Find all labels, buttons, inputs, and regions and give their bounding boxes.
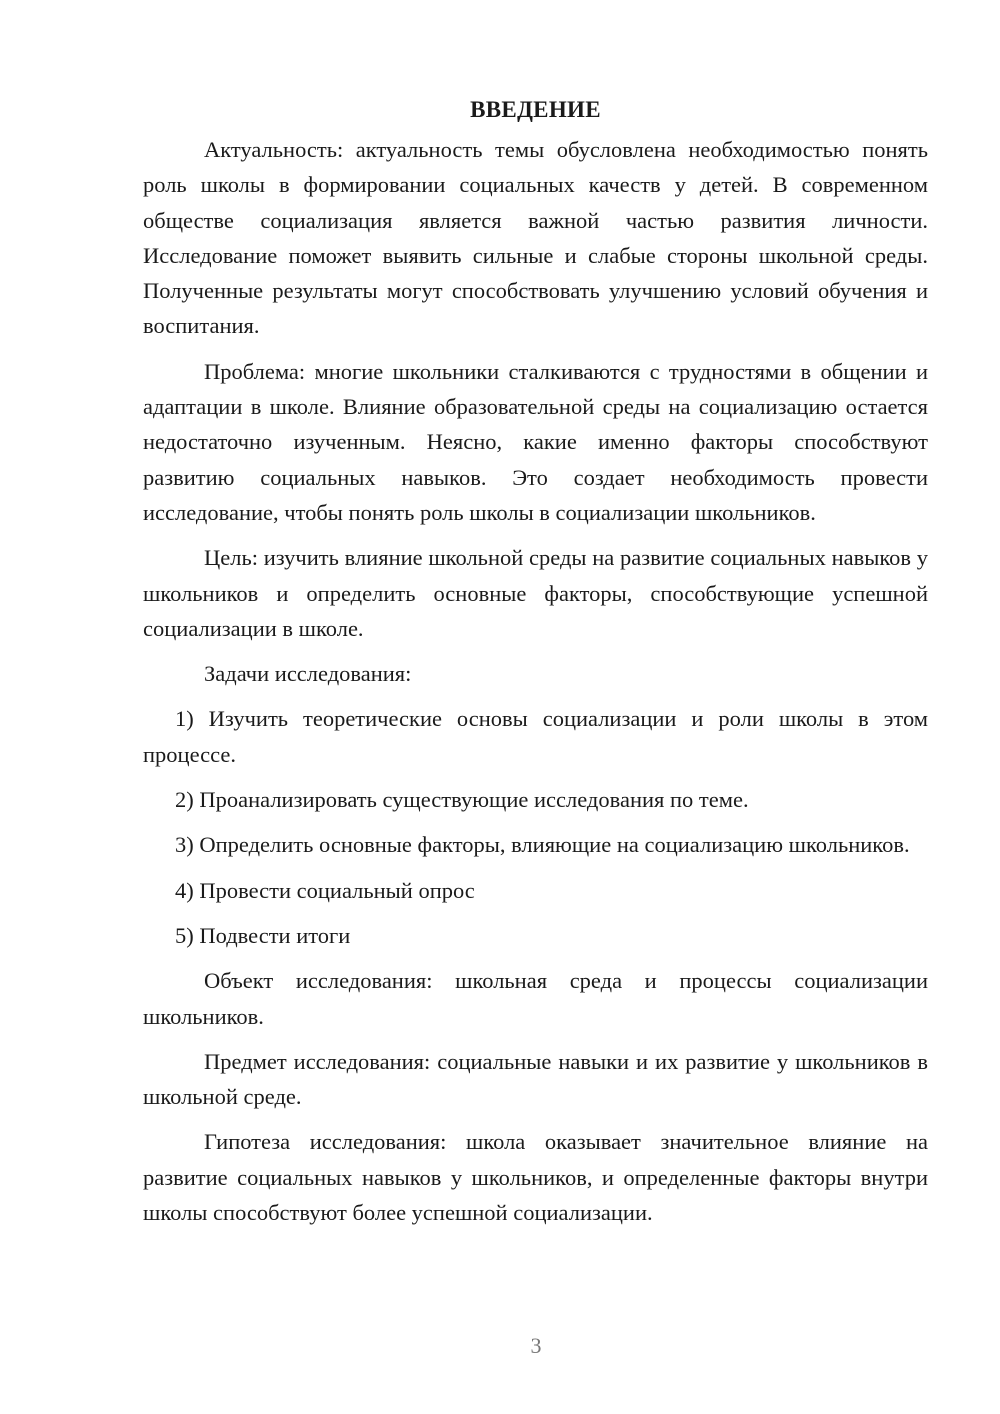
paragraph-subject: Предмет исследования: социальные навыки и их развитие у школьников в школьной среде. bbox=[143, 1048, 928, 1110]
document-page bbox=[143, 92, 928, 1230]
paragraph-goal: Цель: изучить влияние школьной среды на развитие социальных навыков у школьников и определить основные факторы, способствующие успешной социализации в школе. bbox=[143, 545, 928, 641]
paragraph-relevance: Актуальность: актуальность темы обусловлена необходимостью понять роль школы в формировании социальных качеств у детей. В современном обществе социализация является важной частью развития личности. Исследование поможет выявить сильные и слабые стороны школьной среды. Полученные результаты могут способствовать улучшению условий обучения и воспитания. bbox=[143, 137, 928, 339]
section-heading: ВВЕДЕНИЕ bbox=[470, 97, 601, 122]
task-item-1: 1) Изучить теоретические основы социализации и роли школы в этом процессе. bbox=[143, 706, 928, 767]
task-item-4: 4) Провести социальный опрос bbox=[175, 877, 475, 903]
page-number: 3 bbox=[530, 1333, 542, 1358]
paragraph-tasks-title: Задачи исследования: bbox=[204, 661, 412, 687]
paragraph-problem: Проблема: многие школьники сталкиваются с трудностями в общении и адаптации в школе. Влияние образовательной среды на социализацию остается недостаточно изученным. Неясно, какие именно факторы способствуют развитию социальных навыков. Это создает необходимость провести исследование, чтобы понять роль школы в социализации школьников. bbox=[143, 358, 928, 525]
task-item-3: 3) Определить основные факторы, влияющие на социализацию школьников. bbox=[175, 832, 910, 858]
paragraph-object: Объект исследования: школьная среда и процессы социализации школьников. bbox=[143, 968, 928, 1029]
task-item-2: 2) Проанализировать существующие исследования по теме. bbox=[175, 787, 749, 813]
task-item-5: 5) Подвести итоги bbox=[175, 922, 351, 948]
paragraph-hypothesis: Гипотеза исследования: школа оказывает значительное влияние на развитие социальных навыков у школьников, и определенные факторы внутри школы способствуют более успешной социализации. bbox=[143, 1129, 928, 1226]
